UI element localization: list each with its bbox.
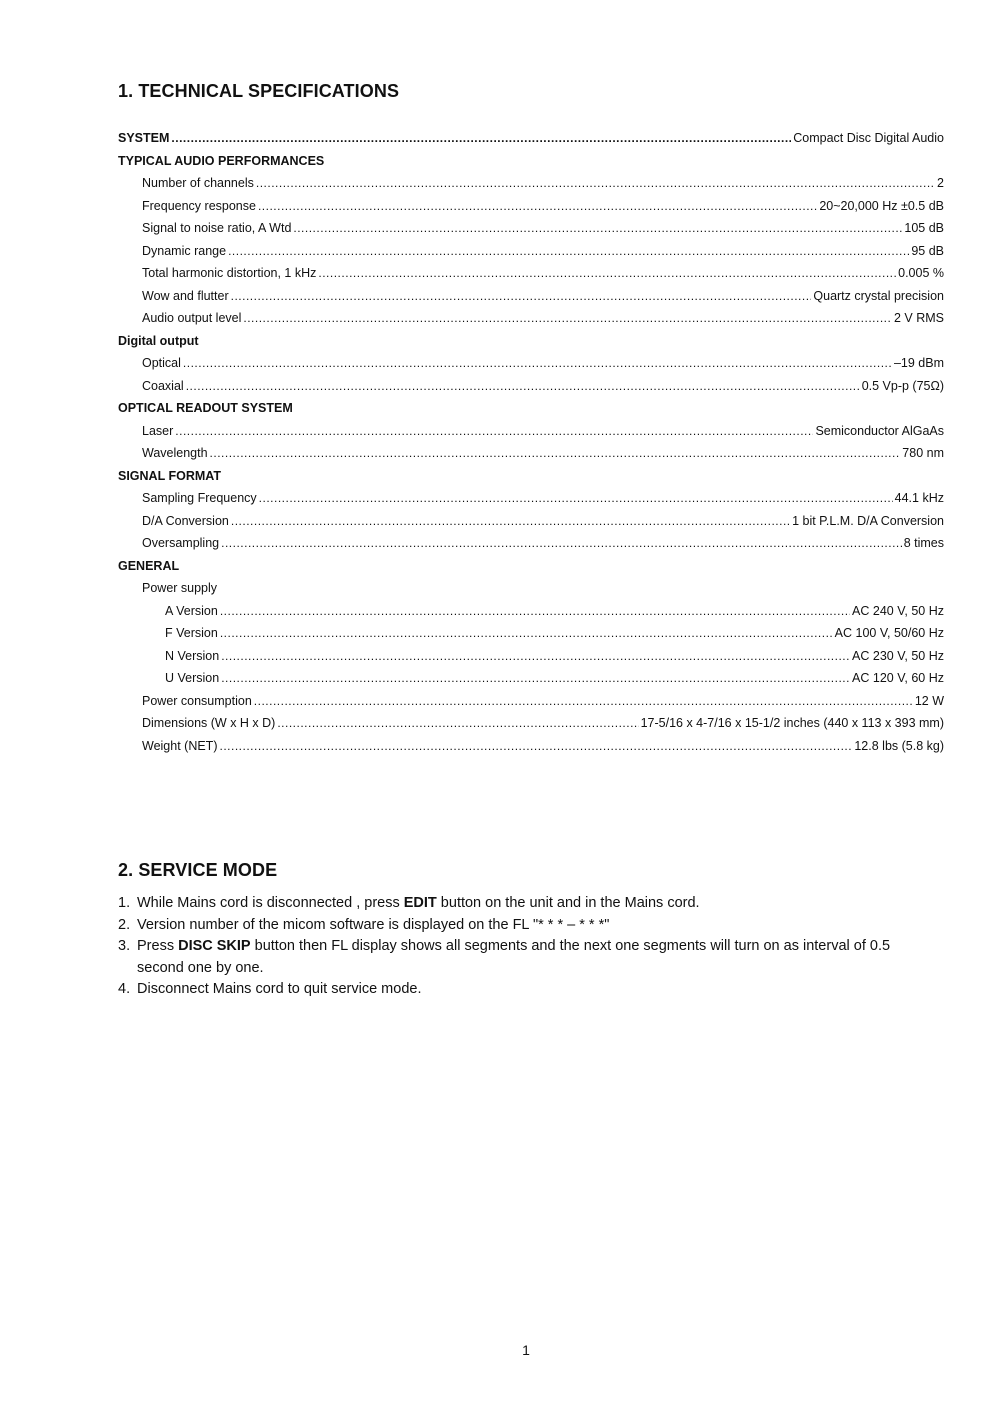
spec-row-snr: Signal to noise ratio, A Wtd ..... 105 dB [118,217,944,240]
spec-heading-optical-readout: OPTICAL READOUT SYSTEM [118,401,293,415]
spec-row-power-consumption: Power consumption ..... 12 W [118,690,944,713]
spec-row-optical: Optical ..... –19 dBm [118,352,944,375]
spec-row-audio-output: Audio output level ..... 2 V RMS [118,307,944,330]
spec-row-frequency-response: Frequency response ..... 20~20,000 Hz ±0.5 dB [118,195,944,218]
spec-row-thd: Total harmonic distortion, 1 kHz ..... 0.005 % [118,262,944,285]
spec-row-wow-flutter: Wow and flutter ..... Quartz crystal precision [118,285,944,308]
spec-heading-typical-audio: TYPICAL AUDIO PERFORMANCES [118,153,325,168]
spec-row-dimensions: Dimensions (W x H x D) ..... 17-5/16 x 4-7/16 x 15-1/2 inches (440 x 113 x 393 mm) [118,712,944,735]
spec-row-da-conversion: D/A Conversion ..... 1 bit P.L.M. D/A Conversion [118,510,944,533]
service-step: 1. While Mains cord is disconnected , press EDIT button on the unit and in the Mains cord. [118,895,700,911]
page-number: 1 [522,1342,530,1358]
spec-row-wavelength: Wavelength ..... 780 nm [118,442,944,465]
spec-row-n-version: N Version ..... AC 230 V, 50 Hz [118,645,944,668]
spec-row-channels: Number of channels ..... 2 [118,172,944,195]
spec-row-u-version: U Version ..... AC 120 V, 60 Hz [118,667,944,690]
spec-row-a-version: A Version ..... AC 240 V, 50 Hz [118,600,944,623]
spec-row-weight: Weight (NET) ..... 12.8 lbs (5.8 kg) [118,735,944,758]
spec-row-f-version: F Version ..... AC 100 V, 50/60 Hz [118,622,944,645]
spec-row-system: SYSTEM ..... Compact Disc Digital Audio [118,127,944,150]
specifications-list [118,127,944,757]
spec-heading-signal-format: SIGNAL FORMAT [118,468,222,483]
spec-row-dynamic-range: Dynamic range ..... 95 dB [118,240,944,263]
spec-row-laser: Laser ..... Semiconductor AlGaAs [118,420,944,443]
spec-row-oversampling: Oversampling ..... 8 times [118,532,944,555]
section-title-service-mode: 2. SERVICE MODE [118,860,278,880]
spec-heading-digital-output: Digital output [118,333,199,348]
spec-heading-general: GENERAL [118,558,180,573]
service-mode-steps [118,893,918,1001]
service-step: 2. Version number of the micom software is displayed on the FL "* * * – * * *" [118,916,610,933]
spec-row-coaxial: Coaxial ..... 0.5 Vp-p (75Ω) [118,375,944,398]
spec-row-sampling-frequency: Sampling Frequency ..... 44.1 kHz [118,487,944,510]
service-step: 4. Disconnect Mains cord to quit service mode. [118,981,422,997]
service-step: 3. Press DISC SKIP button then FL display shows all segments and the next one segments will turn on as interval of 0.5 second one by one. [118,938,891,976]
section-title-technical-specifications: 1. TECHNICAL SPECIFICATIONS [118,81,400,101]
spec-row-power-supply: Power supply [142,581,218,595]
